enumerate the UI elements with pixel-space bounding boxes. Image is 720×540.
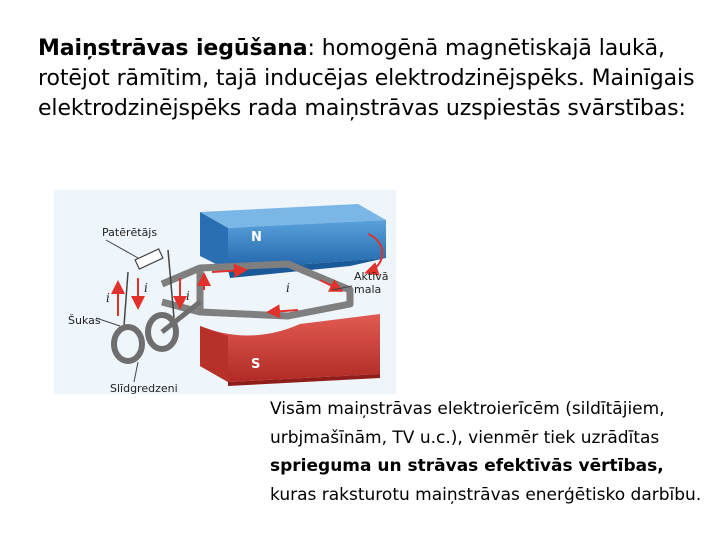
current-symbol-1: i bbox=[106, 291, 110, 305]
north-pole-label: N bbox=[251, 230, 262, 245]
south-pole-label: S bbox=[251, 357, 261, 372]
intro-paragraph bbox=[38, 34, 708, 124]
generator-diagram bbox=[50, 186, 402, 398]
slip-rings-label: Slīdgredzeni bbox=[110, 382, 178, 395]
generator-diagram-svg bbox=[50, 186, 402, 398]
consumer-label: Patērētājs bbox=[102, 226, 158, 239]
current-symbol-2: i bbox=[144, 281, 148, 295]
active-side-line-1: Aktīvā bbox=[354, 270, 389, 283]
note-text-before: Visām maiņstrāvas elektroierīcēm (sildītājiem, urbjmašīnām, TV u.c.), vienmēr tiek uzrādītas bbox=[270, 399, 665, 448]
brushes-label: Šukas bbox=[68, 314, 101, 327]
note-text-after: kuras raksturotu maiņstrāvas enerģētisko darbību. bbox=[270, 484, 702, 505]
current-symbol-3: i bbox=[186, 289, 190, 303]
intro-term: Maiņstrāvas iegūšana bbox=[38, 36, 308, 61]
active-side-line-2: mala bbox=[354, 283, 382, 296]
efficacy-note bbox=[270, 395, 710, 509]
intro-text: : homogēnā magnētiskajā laukā, rotējot rāmītim, tajā inducējas elektrodzinējspēks. Mainīgais elektrodzinējspēks rada maiņstrāvas uzspiestās svārstības: bbox=[38, 36, 695, 121]
current-symbol-4: i bbox=[286, 281, 290, 295]
note-bold: sprieguma un strāvas efektīvās vērtības, bbox=[270, 456, 664, 476]
